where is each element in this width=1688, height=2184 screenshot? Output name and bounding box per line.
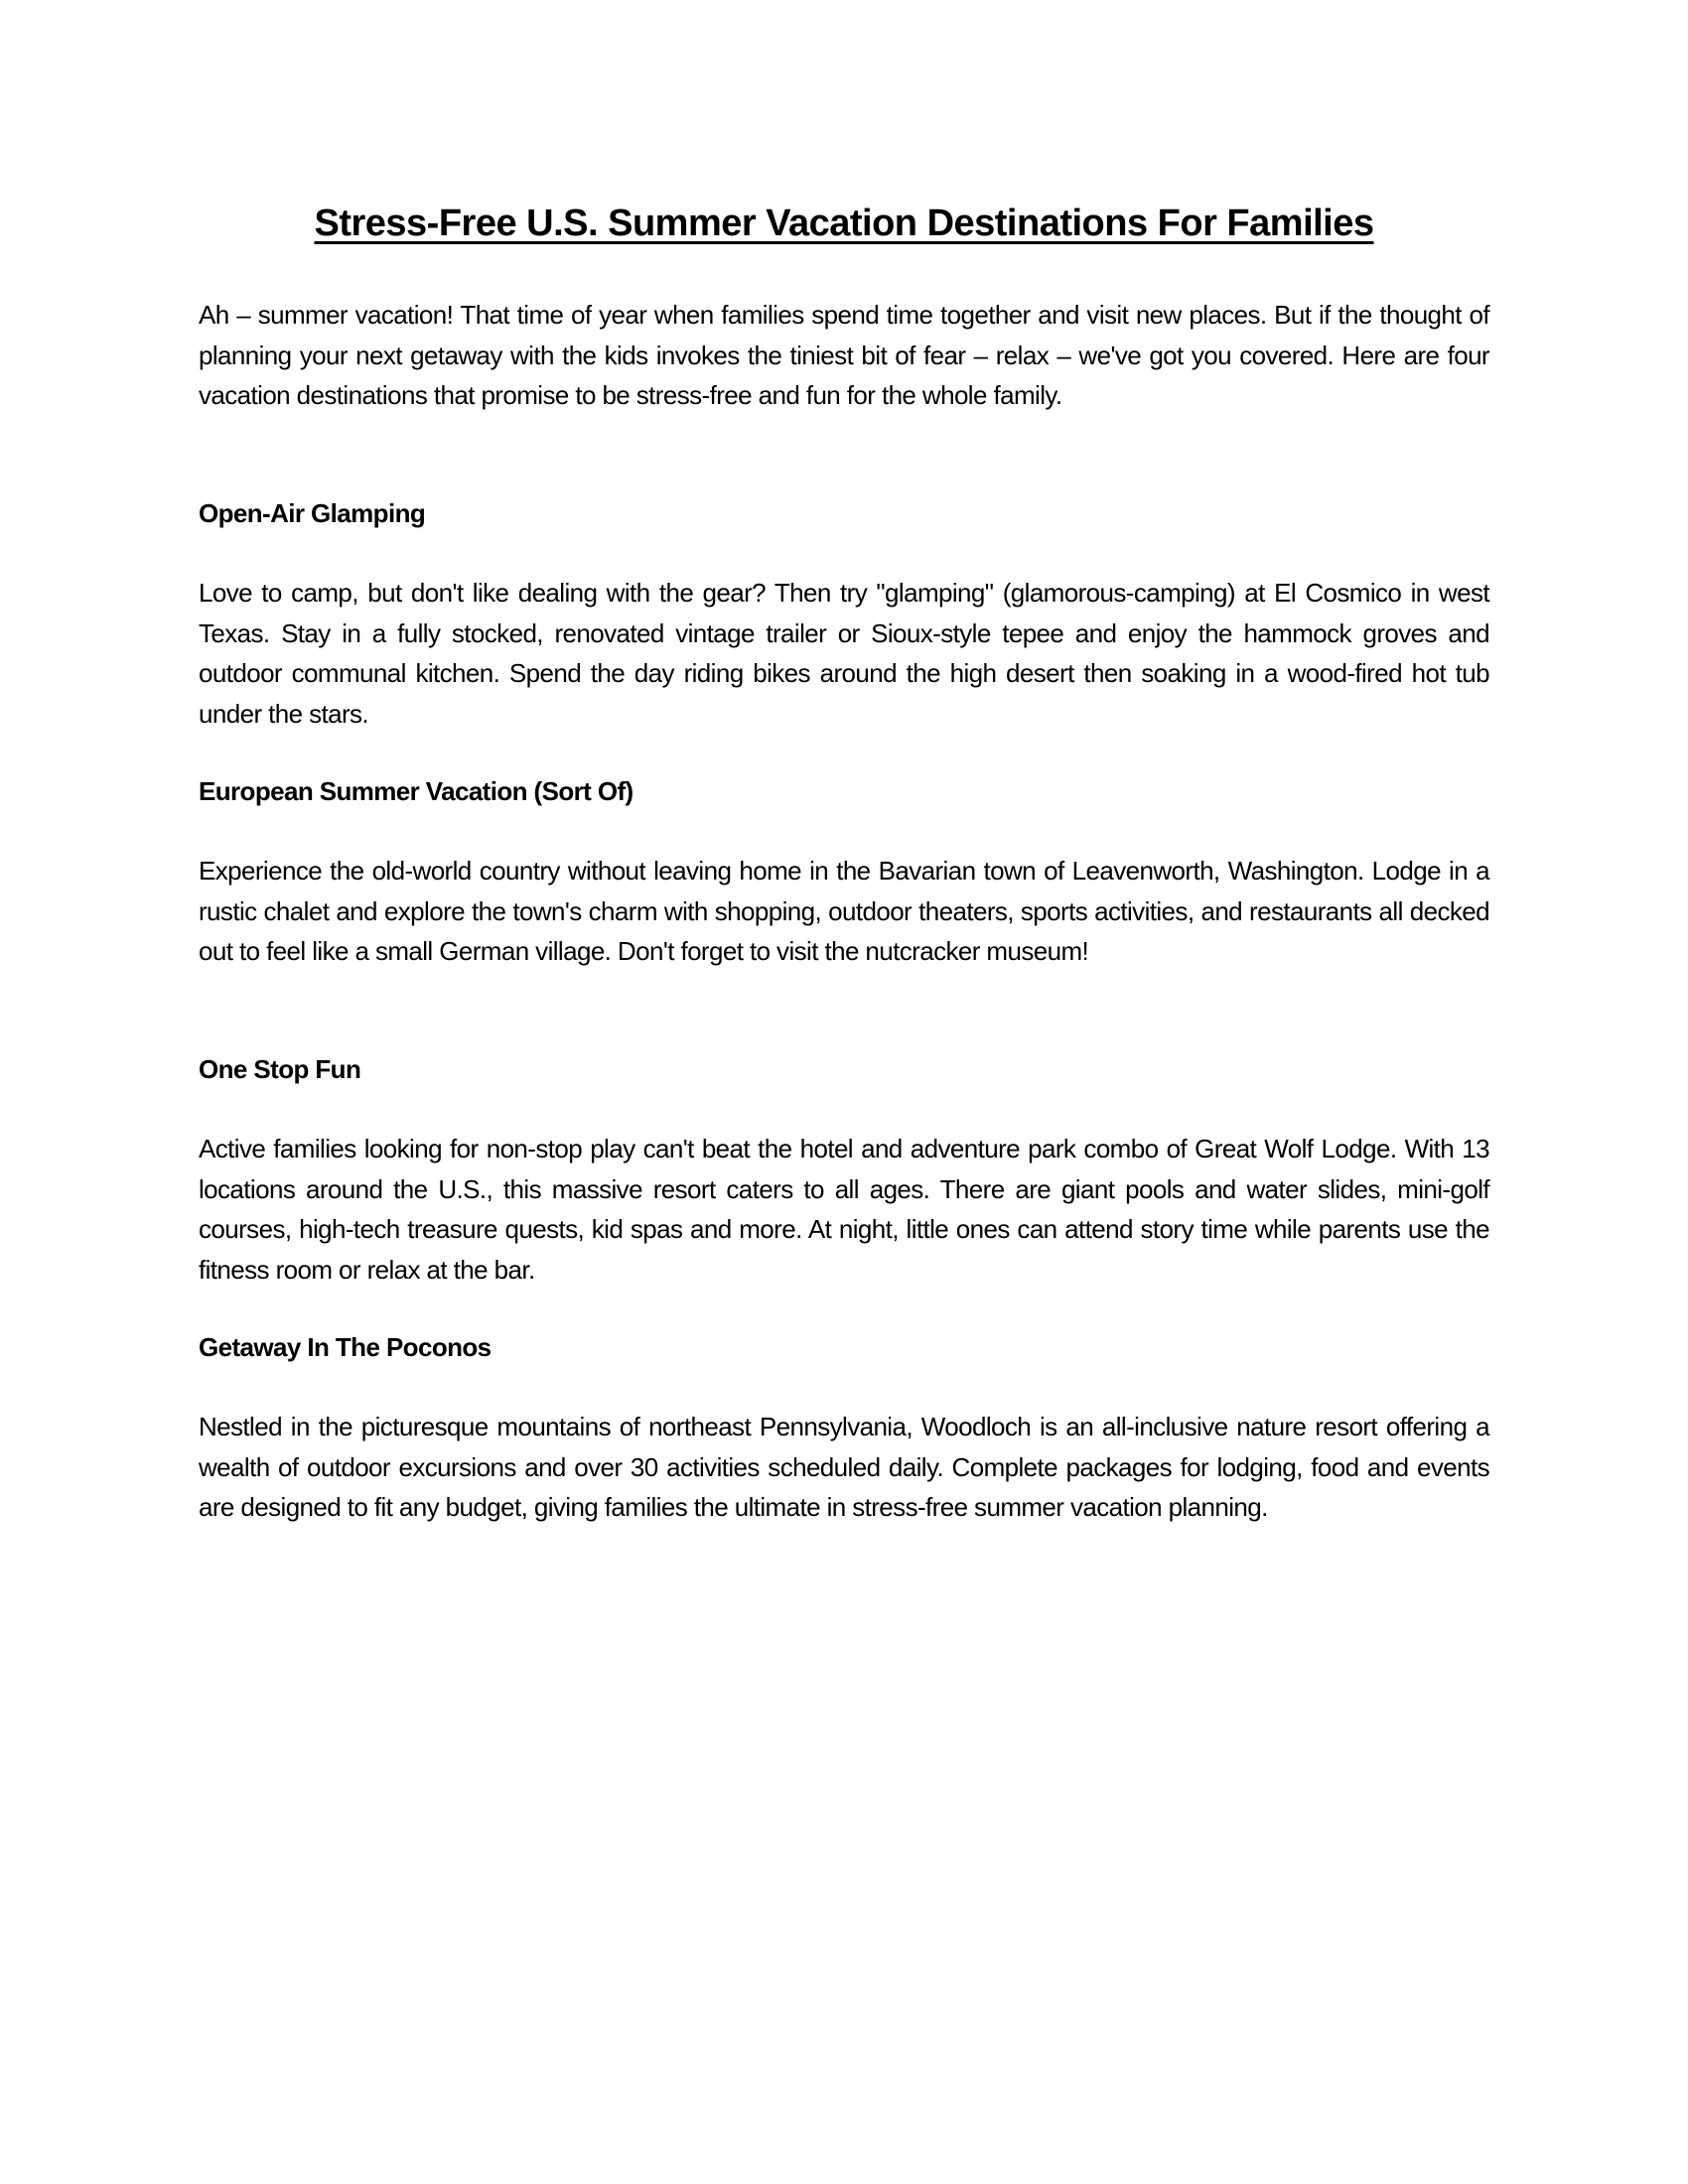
- section-heading-european: European Summer Vacation (Sort Of): [199, 776, 633, 806]
- section-body-poconos: Nestled in the picturesque mountains of northeast Pennsylvania, Woodloch is an all-inclusive nature resort offering a wealth of outdoor excursions and over 30 activities scheduled daily. Complete packages for lodging, food and events are designed to fit any budget, giving families the ultimate in stress-free summer vacation planning.: [199, 1412, 1489, 1522]
- section-body-european: Experience the old-world country without leaving home in the Bavarian town of Leavenworth, Washington. Lodge in a rustic chalet and explore the town's charm with shopping, outdoor theaters, sports activities, and restaurants all decked out to feel like a small German village. Don't forget to visit the nutcracker museum!: [199, 856, 1489, 966]
- section-body-one-stop-fun: Active families looking for non-stop play can't beat the hotel and adventure park combo of Great Wolf Lodge. With 13 locations around the U.S., this massive resort caters to all ages. There are giant pools and water slides, mini-golf courses, high-tech treasure quests, kid spas and more. At night, little ones can attend story time while parents use the fitness room or relax at the bar.: [199, 1134, 1489, 1285]
- section-heading-poconos: Getaway In The Poconos: [199, 1332, 492, 1362]
- section-body-glamping: Love to camp, but don't like dealing with the gear? Then try "glamping" (glamorous-camping) at El Cosmico in west Texas. Stay in a fully stocked, renovated vintage trailer or Sioux-style tepee and enjoy the hammock groves and outdoor communal kitchen. Spend the day riding bikes around the high desert then soaking in a wood-fired hot tub under the stars.: [199, 578, 1489, 729]
- section-heading-glamping: Open-Air Glamping: [199, 498, 426, 528]
- document-title: Stress-Free U.S. Summer Vacation Destinations For Families: [314, 203, 1374, 244]
- intro-paragraph: Ah – summer vacation! That time of year when families spend time together and visit new places. But if the thought of planning your next getaway with the kids invokes the tiniest bit of fear – relax – we've got you covered. Here are four vacation destinations that promise to be stress-free and fun for the whole family.: [199, 300, 1489, 410]
- section-heading-one-stop-fun: One Stop Fun: [199, 1054, 361, 1084]
